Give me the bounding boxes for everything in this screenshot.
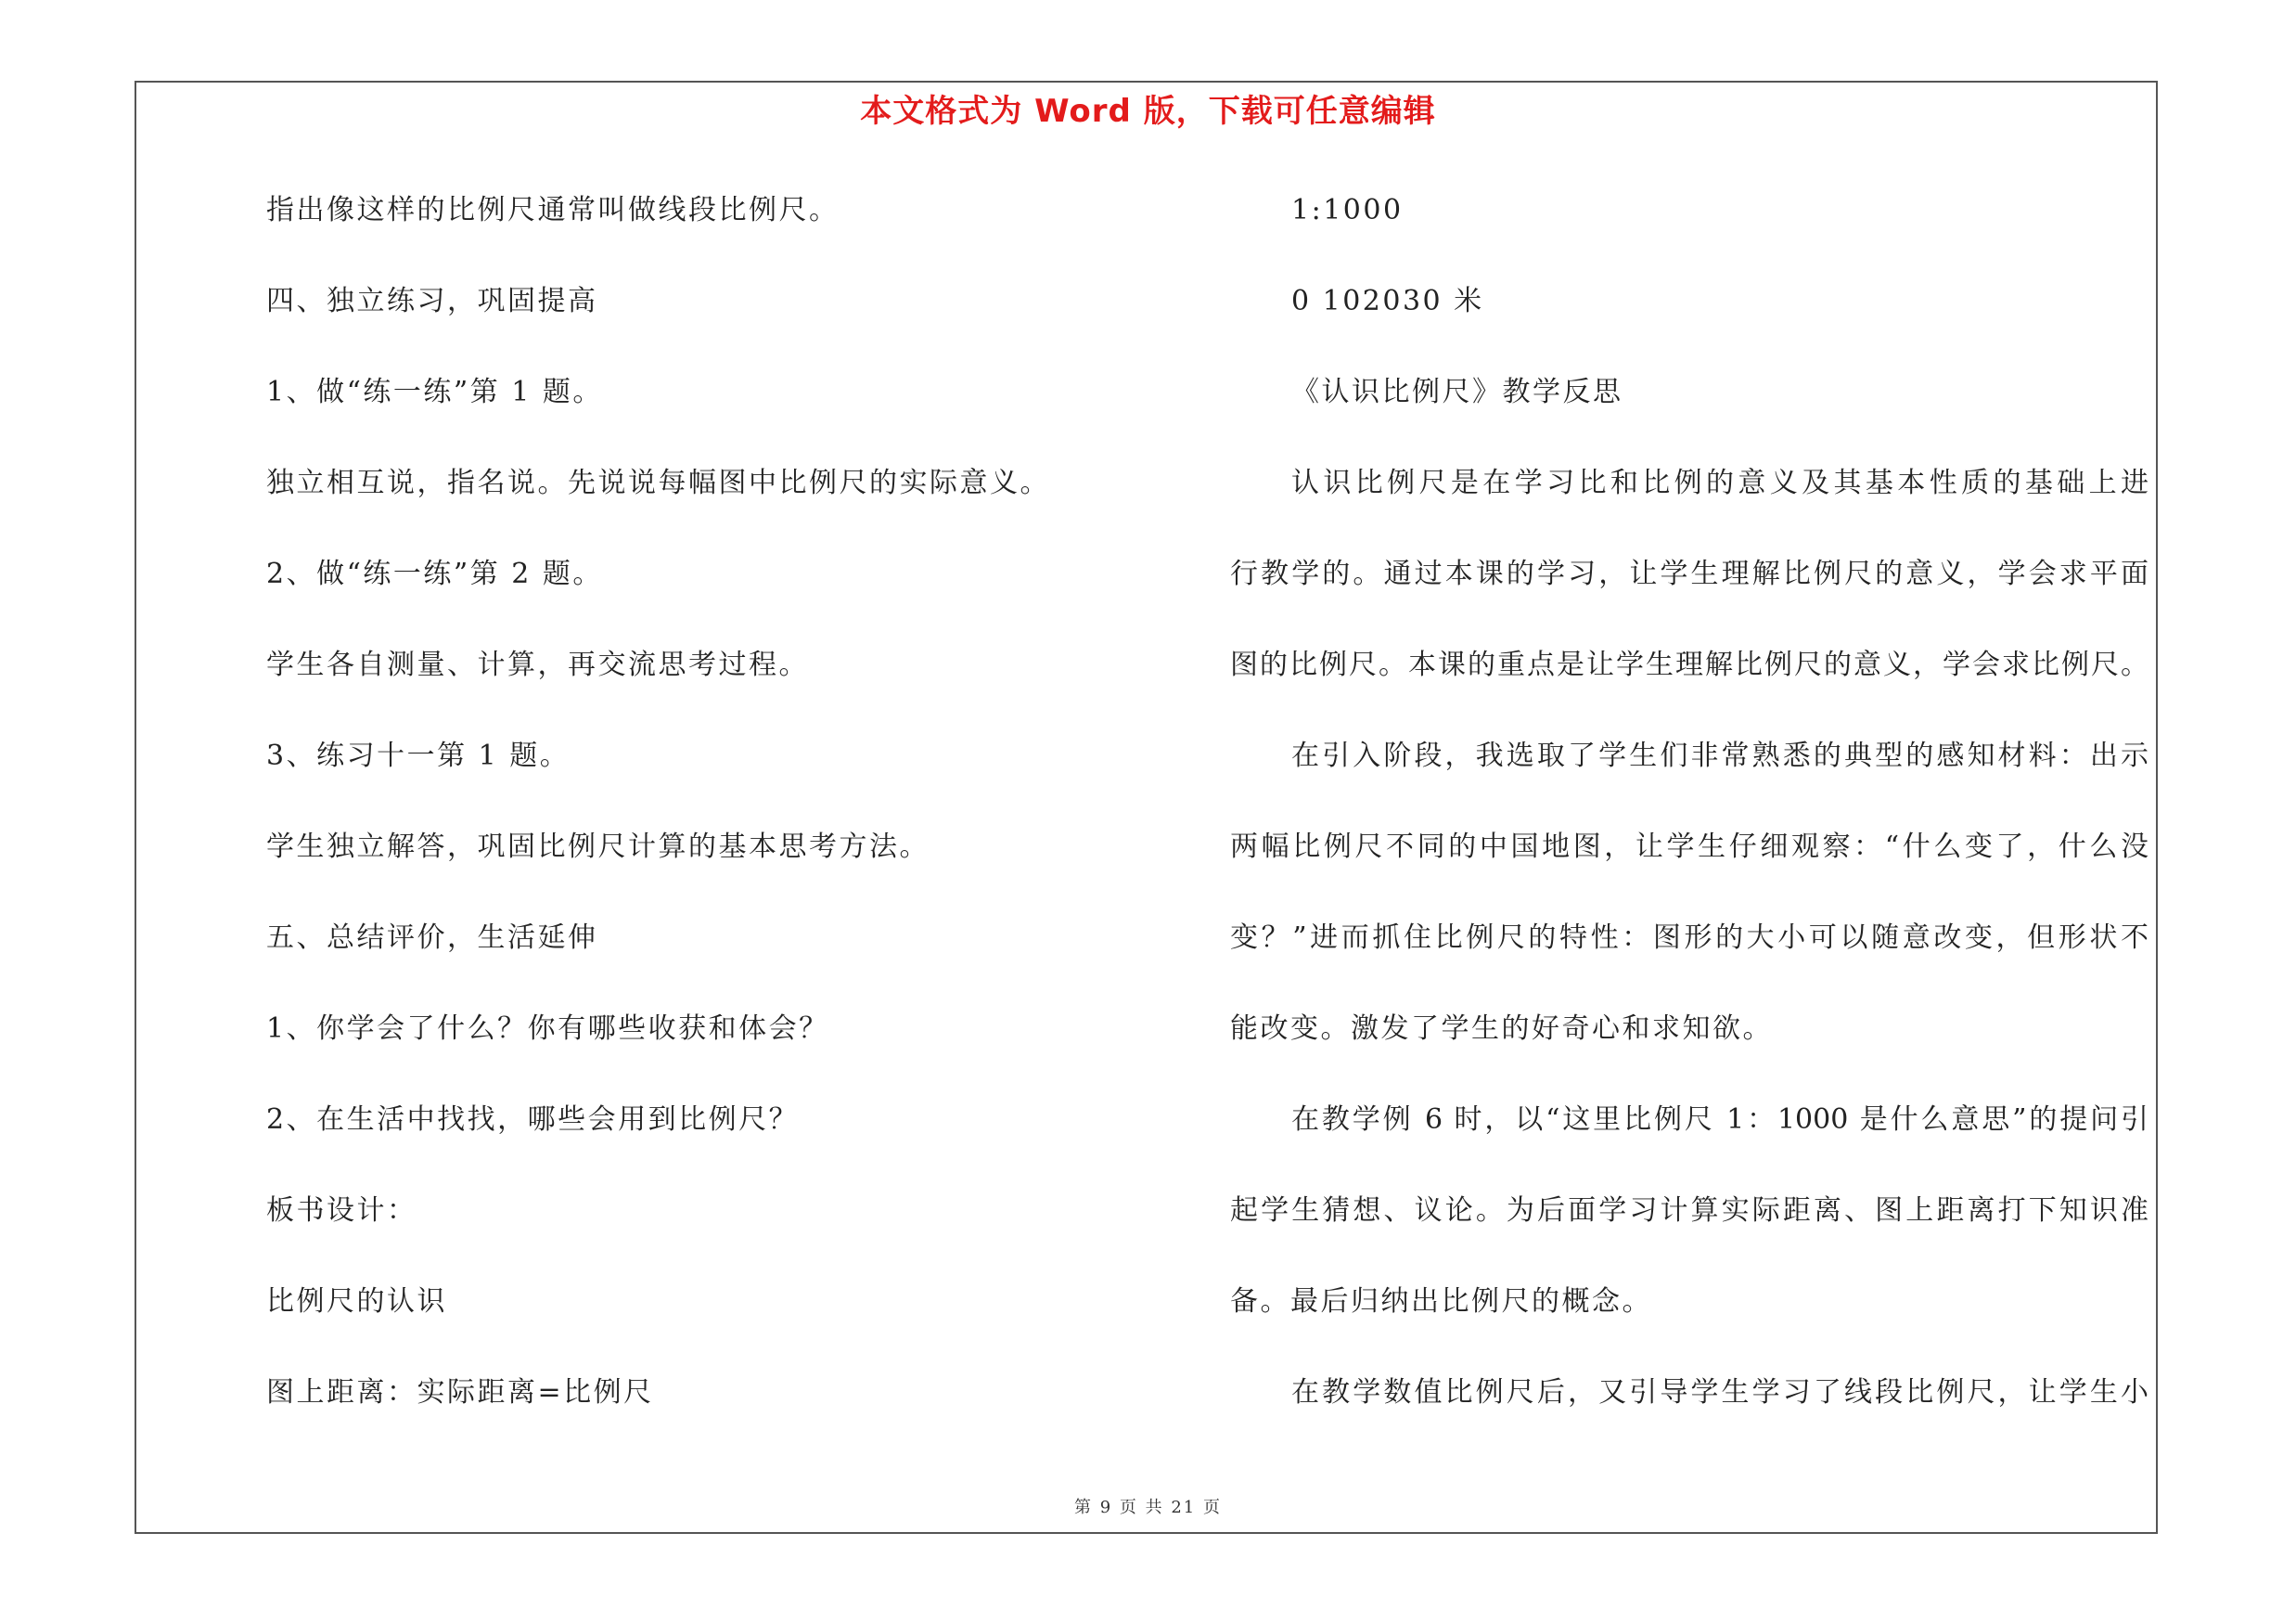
right-line-11: 在教学例 6 时，以“这里比例尺 1：1000 是什么意思”的提问引 xyxy=(1291,1103,2148,1136)
left-line-13: 比例尺的认识 xyxy=(266,1285,447,1318)
left-line-2: 四、独立练习，巩固提高 xyxy=(266,285,598,317)
right-line-9: 变？”进而抓住比例尺的特性：图形的大小可以随意改变，但形状不 xyxy=(1230,921,2148,954)
left-line-14: 图上距离：实际距离=比例尺 xyxy=(266,1376,654,1409)
scale-bar-label: 0 102030 米 xyxy=(1291,285,1484,317)
left-line-1: 指出像这样的比例尺通常叫做线段比例尺。 xyxy=(266,194,840,226)
right-line-13: 备。最后归纳出比例尺的概念。 xyxy=(1230,1285,1652,1318)
right-line-5: 行教学的。通过本课的学习，让学生理解比例尺的意义，学会求平面 xyxy=(1230,558,2148,590)
right-line-4: 认识比例尺是在学习比和比例的意义及其基本性质的基础上进 xyxy=(1291,467,2148,499)
section-title: 《认识比例尺》教学反思 xyxy=(1291,376,1623,408)
left-line-5: 2、做“练一练”第 2 题。 xyxy=(266,558,603,590)
left-line-12: 板书设计： xyxy=(266,1194,417,1227)
left-line-9: 五、总结评价，生活延伸 xyxy=(266,921,598,954)
right-line-10: 能改变。激发了学生的好奇心和求知欲。 xyxy=(1230,1012,1773,1045)
right-line-8: 两幅比例尺不同的中国地图，让学生仔细观察：“什么变了，什么没 xyxy=(1230,831,2148,863)
header-banner: 本文格式为 Word 版，下载可任意编辑 xyxy=(860,93,1436,130)
left-line-4: 独立相互说，指名说。先说说每幅图中比例尺的实际意义。 xyxy=(266,467,1050,499)
left-line-8: 学生独立解答，巩固比例尺计算的基本思考方法。 xyxy=(266,831,930,863)
page-footer: 第 9 页 共 21 页 xyxy=(1074,1498,1222,1517)
right-line-6: 图的比例尺。本课的重点是让学生理解比例尺的意义，学会求比例尺。 xyxy=(1230,649,2148,681)
left-line-3: 1、做“练一练”第 1 题。 xyxy=(266,376,603,408)
left-line-11: 2、在生活中找找，哪些会用到比例尺？ xyxy=(266,1103,800,1136)
right-line-12: 起学生猜想、议论。为后面学习计算实际距离、图上距离打下知识准 xyxy=(1230,1194,2148,1227)
right-line-7: 在引入阶段，我选取了学生们非常熟悉的典型的感知材料：出示 xyxy=(1291,740,2148,772)
left-line-7: 3、练习十一第 1 题。 xyxy=(266,740,571,772)
left-line-6: 学生各自测量、计算，再交流思考过程。 xyxy=(266,649,809,681)
right-line-14: 在教学数值比例尺后，又引导学生学习了线段比例尺，让学生小 xyxy=(1291,1376,2148,1409)
scale-ratio: 1:1000 xyxy=(1291,194,1404,226)
left-line-10: 1、你学会了什么？你有哪些收获和体会？ xyxy=(266,1012,829,1045)
